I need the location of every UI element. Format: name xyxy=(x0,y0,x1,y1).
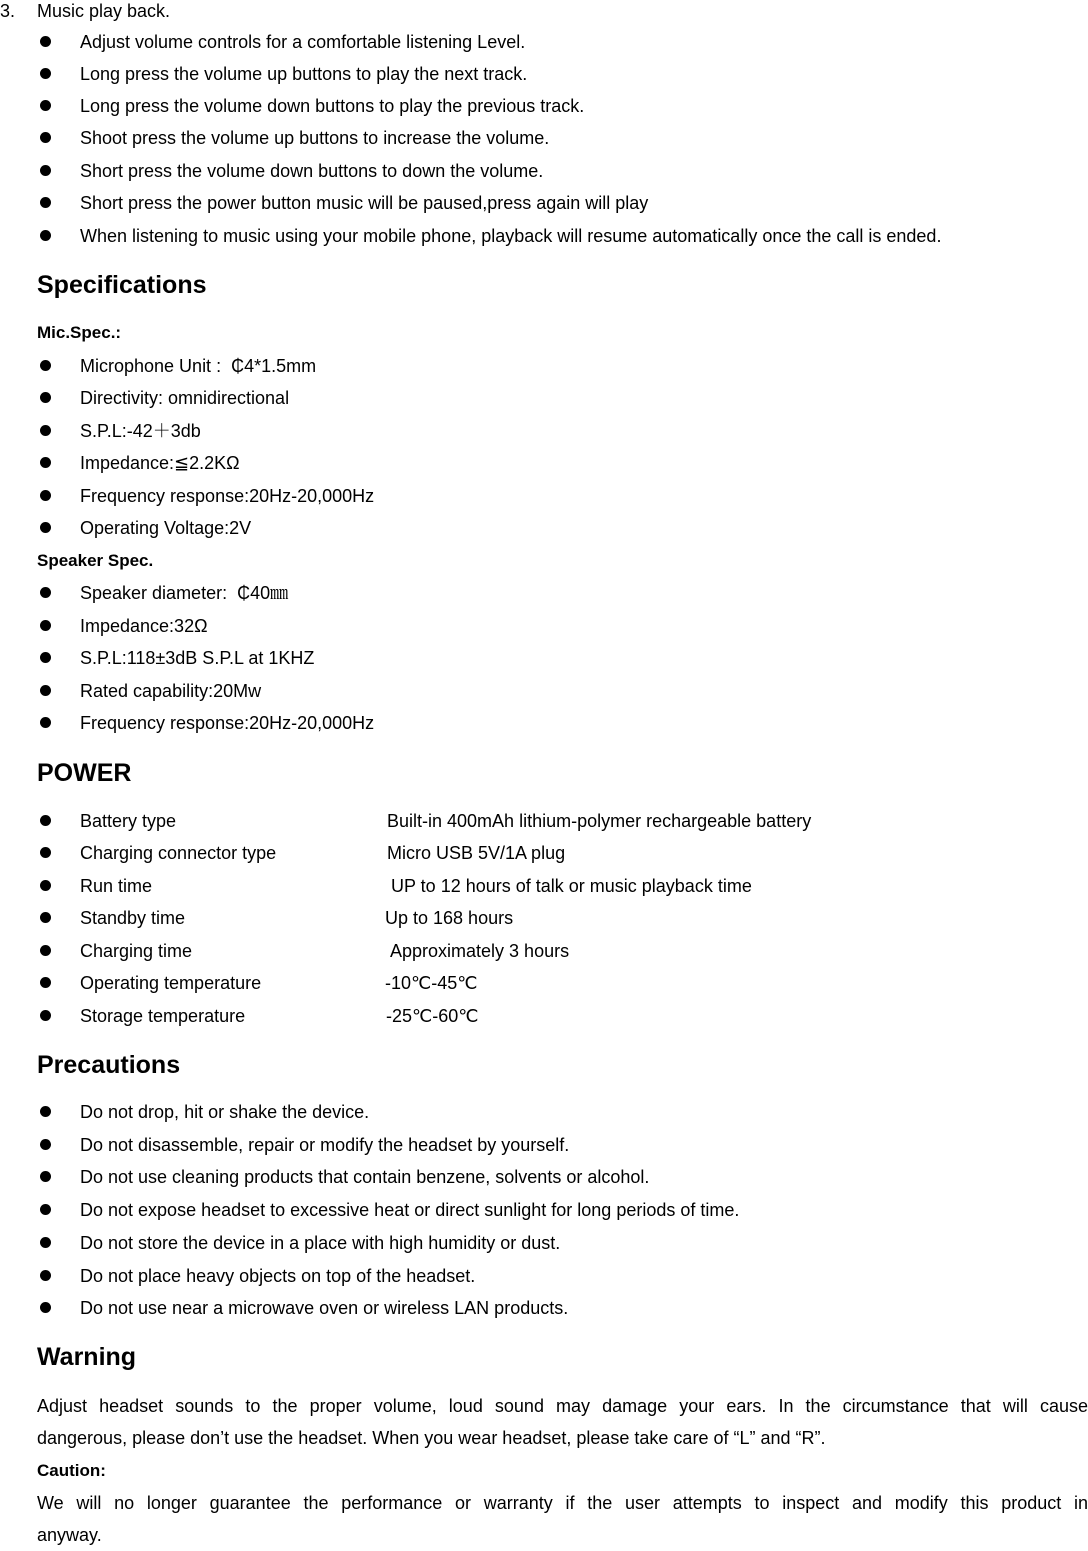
list-item: Do not use cleaning products that contain benzene, solvents or alcohol. xyxy=(0,1165,1088,1189)
bullet-icon xyxy=(40,685,51,696)
list-item: Do not place heavy objects on top of the headset. xyxy=(0,1264,1088,1288)
list-item: S.P.L:-42＋3db xyxy=(0,419,1088,443)
bullet-icon xyxy=(40,1237,51,1248)
bullet-icon xyxy=(40,100,51,111)
list-item: Do not drop, hit or shake the device. xyxy=(0,1100,1088,1124)
list-item: Do not use near a microwave oven or wireless LAN products. xyxy=(0,1296,1088,1320)
list-item: Directivity: omnidirectional xyxy=(0,386,1088,410)
list-item: Do not store the device in a place with high humidity or dust. xyxy=(0,1231,1088,1255)
bullet-icon xyxy=(40,165,51,176)
bullet-icon xyxy=(40,68,51,79)
power-row: Standby time Up to 168 hours xyxy=(0,906,1088,930)
list-item: Shoot press the volume up buttons to increase the volume. xyxy=(0,126,1088,150)
specifications-heading: Specifications xyxy=(37,271,207,299)
bullet-icon xyxy=(40,945,51,956)
bullet-icon xyxy=(40,197,51,208)
list-item: Do not expose headset to excessive heat or direct sunlight for long periods of time. xyxy=(0,1198,1088,1222)
power-row: Charging connector type Micro USB 5V/1A plug xyxy=(0,841,1088,865)
bullet-icon xyxy=(40,392,51,403)
list-item: Short press the power button music will be paused,press again will play xyxy=(0,191,1088,215)
power-row: Storage temperature -25℃-60℃ xyxy=(0,1004,1088,1028)
list-item: Frequency response:20Hz-20,000Hz xyxy=(0,711,1088,735)
list-item: S.P.L:118±3dB S.P.L at 1KHZ xyxy=(0,646,1088,670)
mic-spec-heading: Mic.Spec.: xyxy=(37,323,122,342)
bullet-icon xyxy=(40,425,51,436)
list-item: Rated capability:20Mw xyxy=(0,679,1088,703)
bullet-icon xyxy=(40,1204,51,1215)
caution-heading: Caution: xyxy=(37,1461,106,1480)
bullet-icon xyxy=(40,1139,51,1150)
caution-paragraph xyxy=(37,1487,1088,1551)
power-row: Battery type Built-in 400mAh lithium-polymer rechargeable battery xyxy=(0,809,1088,833)
warning-heading: Warning xyxy=(37,1343,137,1371)
section-title: Music play back. xyxy=(37,1,171,21)
paragraph-line: Adjust headset sounds to the proper volume, loud sound may damage your ears. In the circumstance that will cause xyxy=(37,1396,1088,1416)
bullet-icon xyxy=(40,1010,51,1021)
speaker-spec-heading: Speaker Spec. xyxy=(37,551,154,570)
bullet-icon xyxy=(40,36,51,47)
bullet-icon xyxy=(40,717,51,728)
paragraph-line: We will no longer guarantee the performance or warranty if the user attempts to inspect and modify this product in xyxy=(37,1493,1088,1513)
bullet-icon xyxy=(40,522,51,533)
warning-paragraph xyxy=(37,1390,1088,1454)
list-item: Operating Voltage:2V xyxy=(0,516,1088,540)
list-item: Short press the volume down buttons to down the volume. xyxy=(0,159,1088,183)
bullet-icon xyxy=(40,490,51,501)
paragraph-line: anyway. xyxy=(37,1525,102,1545)
bullet-icon xyxy=(40,880,51,891)
list-item: Impedance:32Ω xyxy=(0,614,1088,638)
bullet-icon xyxy=(40,360,51,371)
precautions-heading: Precautions xyxy=(37,1051,181,1079)
list-item: Long press the volume up buttons to play the next track. xyxy=(0,62,1088,86)
bullet-icon xyxy=(40,1270,51,1281)
bullet-icon xyxy=(40,1302,51,1313)
power-row: Charging time Approximately 3 hours xyxy=(0,939,1088,963)
bullet-icon xyxy=(40,652,51,663)
bullet-icon xyxy=(40,620,51,631)
power-row: Operating temperature -10℃-45℃ xyxy=(0,971,1088,995)
list-item: Adjust volume controls for a comfortable listening Level. xyxy=(0,30,1088,54)
list-item: When listening to music using your mobile phone, playback will resume automatically once the call is ended. xyxy=(0,224,1088,248)
list-item: Frequency response:20Hz-20,000Hz xyxy=(0,484,1088,508)
list-item: Microphone Unit : ₵4*1.5mm xyxy=(0,354,1088,378)
power-row: Run time UP to 12 hours of talk or music playback time xyxy=(0,874,1088,898)
bullet-icon xyxy=(40,230,51,241)
bullet-icon xyxy=(40,132,51,143)
list-item: Long press the volume down buttons to play the previous track. xyxy=(0,94,1088,118)
list-item: Speaker diameter: ₵40㎜ xyxy=(0,581,1088,605)
bullet-icon xyxy=(40,977,51,988)
power-heading: POWER xyxy=(37,759,132,787)
bullet-icon xyxy=(40,1171,51,1182)
bullet-icon xyxy=(40,847,51,858)
list-item: Impedance:≦2.2KΩ xyxy=(0,451,1088,475)
list-item: Do not disassemble, repair or modify the headset by yourself. xyxy=(0,1133,1088,1157)
bullet-icon xyxy=(40,587,51,598)
bullet-icon xyxy=(40,912,51,923)
bullet-icon xyxy=(40,457,51,468)
paragraph-line: dangerous, please don’t use the headset. When you wear headset, please take care of “L” and “R”. xyxy=(37,1428,826,1448)
bullet-icon xyxy=(40,815,51,826)
section-number: 3. xyxy=(0,1,16,21)
bullet-icon xyxy=(40,1106,51,1117)
